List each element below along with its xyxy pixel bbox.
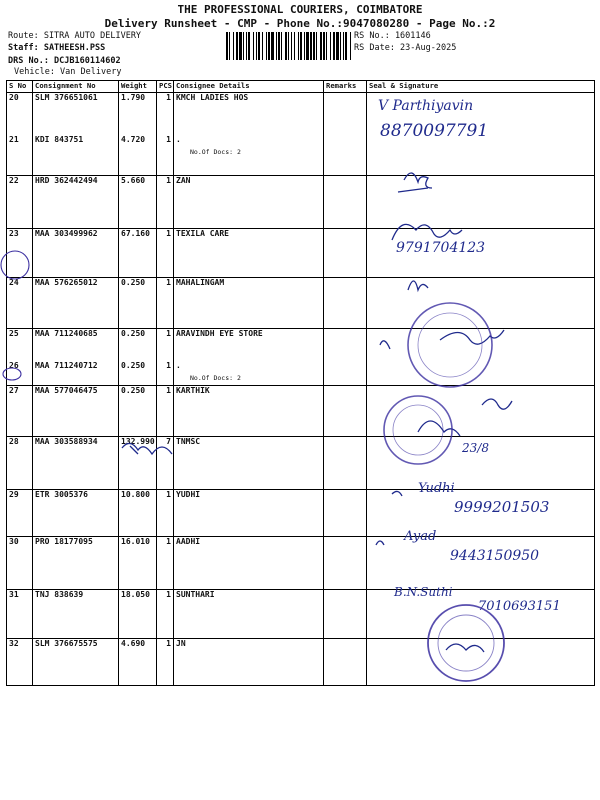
cell-seal (367, 386, 595, 437)
cell-pcs: 1 (166, 329, 171, 338)
header-pcs: PCS (157, 81, 174, 93)
cell-remarks (324, 386, 367, 437)
cell-seal (367, 278, 595, 329)
signature-row30-phone: 9443150950 (450, 548, 540, 564)
cell-remarks (324, 278, 367, 329)
cell-consignee: SUNTHARI (176, 590, 215, 599)
cell-pcs: 1 (166, 386, 171, 395)
cell-consignment: MAA 303499962 (35, 229, 98, 238)
cell-pcs: 1 (166, 639, 171, 648)
header-sno: S No (7, 81, 33, 93)
cell-remarks (324, 537, 367, 590)
runsheet-table (6, 80, 595, 686)
docs-count: No.Of Docs: 2 (190, 374, 241, 382)
table-row (7, 135, 595, 176)
signature-row20-phone: 8870097791 (380, 121, 489, 141)
cell-remarks (324, 176, 367, 229)
header-consignment: Consignment No (33, 81, 119, 93)
table-row (7, 361, 595, 386)
cell-sno: 29 (9, 490, 19, 499)
cell-consignment: PRO 18177095 (35, 537, 93, 546)
barcode-image (226, 32, 352, 60)
signature-row29-phone: 9999201503 (454, 498, 550, 516)
cell-sno: 31 (9, 590, 19, 599)
cell-remarks (324, 437, 367, 490)
cell-consignee: TEXILA CARE (176, 229, 229, 238)
cell-consignment: TNJ 838639 (35, 590, 84, 599)
cell-weight: 10.800 (121, 490, 150, 499)
cell-pcs: 1 (166, 229, 171, 238)
cell-consignee: MAHALINGAM (176, 278, 225, 287)
cell-consignee: AADHI (176, 537, 201, 546)
cell-consignee: YUDHI (176, 490, 201, 499)
cell-weight: 1.790 (121, 93, 146, 102)
cell-weight: 0.250 (121, 329, 146, 338)
cell-remarks (324, 490, 367, 537)
cell-seal (367, 229, 595, 278)
cell-consignment: MAA 711240712 (35, 361, 98, 370)
cell-remarks (324, 93, 367, 136)
cell-consignment: ETR 3005376 (35, 490, 88, 499)
cell-pcs: 7 (166, 437, 171, 446)
header-consignee: Consignee Details (174, 81, 324, 93)
signature-row20-name: V Parthiyavin (378, 98, 474, 114)
cell-seal (367, 361, 595, 386)
table-row (7, 386, 595, 437)
table-row (7, 278, 595, 329)
signature-row30-name: Ayad (404, 529, 437, 544)
cell-consignee: . (176, 361, 181, 370)
table-row (7, 490, 595, 537)
cell-pcs: 1 (166, 278, 171, 287)
cell-consignee: ARAVINDH EYE STORE (176, 329, 263, 338)
cell-pcs: 1 (166, 176, 171, 185)
table-row (7, 329, 595, 362)
cell-seal (367, 590, 595, 639)
cell-consignment: MAA 303588934 (35, 437, 98, 446)
table-row (7, 229, 595, 278)
cell-consignee: KMCH LADIES HOS (176, 93, 249, 102)
cell-sno: 22 (9, 176, 19, 185)
cell-consignment: SLM 376675575 (35, 639, 98, 648)
rs-date: RS Date: 23-Aug-2025 (354, 43, 457, 53)
cell-seal (367, 93, 595, 136)
cell-consignee: . (176, 135, 181, 144)
cell-weight: 0.250 (121, 361, 146, 370)
table-header-row (7, 81, 595, 93)
cell-sno: 23 (9, 229, 19, 238)
cell-sno: 20 (9, 93, 19, 102)
table-row (7, 590, 595, 639)
cell-weight: 132.990 (121, 437, 155, 446)
vehicle-label: Vehicle: Van Delivery (14, 67, 122, 77)
cell-sno: 25 (9, 329, 19, 338)
cell-consignment: HRD 362442494 (35, 176, 98, 185)
cell-consignment: MAA 711240685 (35, 329, 98, 338)
header-weight: Weight (119, 81, 157, 93)
cell-weight: 5.660 (121, 176, 146, 185)
cell-consignee: JN (176, 639, 186, 648)
cell-weight: 0.250 (121, 386, 146, 395)
cell-remarks (324, 329, 367, 362)
page-title: THE PROFESSIONAL COURIERS, COIMBATORE (177, 3, 423, 16)
table-row (7, 537, 595, 590)
cell-pcs: 1 (166, 537, 171, 546)
signature-row28-date: 23/8 (462, 441, 489, 455)
cell-remarks (324, 361, 367, 386)
page-subtitle: Delivery Runsheet - CMP - Phone No.:9047080280 - Page No.:2 (104, 17, 496, 30)
cell-pcs: 1 (166, 490, 171, 499)
cell-consignee: ZAN (176, 176, 191, 185)
cell-seal (367, 639, 595, 686)
cell-seal (367, 537, 595, 590)
cell-pcs: 1 (166, 361, 171, 370)
cell-remarks (324, 135, 367, 176)
table-row (7, 437, 595, 490)
cell-seal (367, 437, 595, 490)
cell-consignee: TNMSC (176, 437, 201, 446)
cell-pcs: 1 (166, 93, 171, 102)
cell-sno: 27 (9, 386, 19, 395)
cell-sno: 32 (9, 639, 19, 648)
cell-seal (367, 490, 595, 537)
cell-seal (367, 135, 595, 176)
cell-sno: 24 (9, 278, 19, 287)
signature-row31-phone: 7010693151 (478, 599, 561, 614)
signature-row29-name: Yudhi (418, 481, 455, 496)
table-row (7, 639, 595, 686)
cell-consignment: MAA 576265012 (35, 278, 98, 287)
drs-label: DRS No.: DCJB160114602 (8, 56, 121, 66)
cell-consignee: KARTHIK (176, 386, 210, 395)
docs-count: No.Of Docs: 2 (190, 148, 241, 156)
table-row (7, 176, 595, 229)
cell-sno: 21 (9, 135, 19, 144)
cell-remarks (324, 229, 367, 278)
cell-consignment: MAA 577046475 (35, 386, 98, 395)
header-seal: Seal & Signature (367, 81, 595, 93)
cell-consignment: KDI 843751 (35, 135, 84, 144)
staff-label: Staff: SATHEESH.PSS (8, 43, 106, 53)
cell-pcs: 1 (166, 590, 171, 599)
cell-seal (367, 329, 595, 362)
cell-weight: 16.010 (121, 537, 150, 546)
cell-weight: 4.720 (121, 135, 146, 144)
rs-number: RS No.: 1601146 (354, 31, 431, 41)
cell-sno: 26 (9, 361, 19, 370)
cell-remarks (324, 590, 367, 639)
signature-row23-phone: 9791704123 (396, 240, 486, 256)
cell-weight: 0.250 (121, 278, 146, 287)
cell-weight: 67.160 (121, 229, 150, 238)
cell-remarks (324, 639, 367, 686)
cell-sno: 30 (9, 537, 19, 546)
cell-seal (367, 176, 595, 229)
cell-sno: 28 (9, 437, 19, 446)
header-remarks: Remarks (324, 81, 367, 93)
table-row (7, 93, 595, 136)
cell-consignment: SLM 376651061 (35, 93, 98, 102)
cell-weight: 4.690 (121, 639, 146, 648)
cell-weight: 18.050 (121, 590, 150, 599)
signature-row31-name: B.N.Suthi (394, 585, 453, 599)
route-label: Route: SITRA AUTO DELIVERY (8, 31, 142, 41)
cell-pcs: 1 (166, 135, 171, 144)
